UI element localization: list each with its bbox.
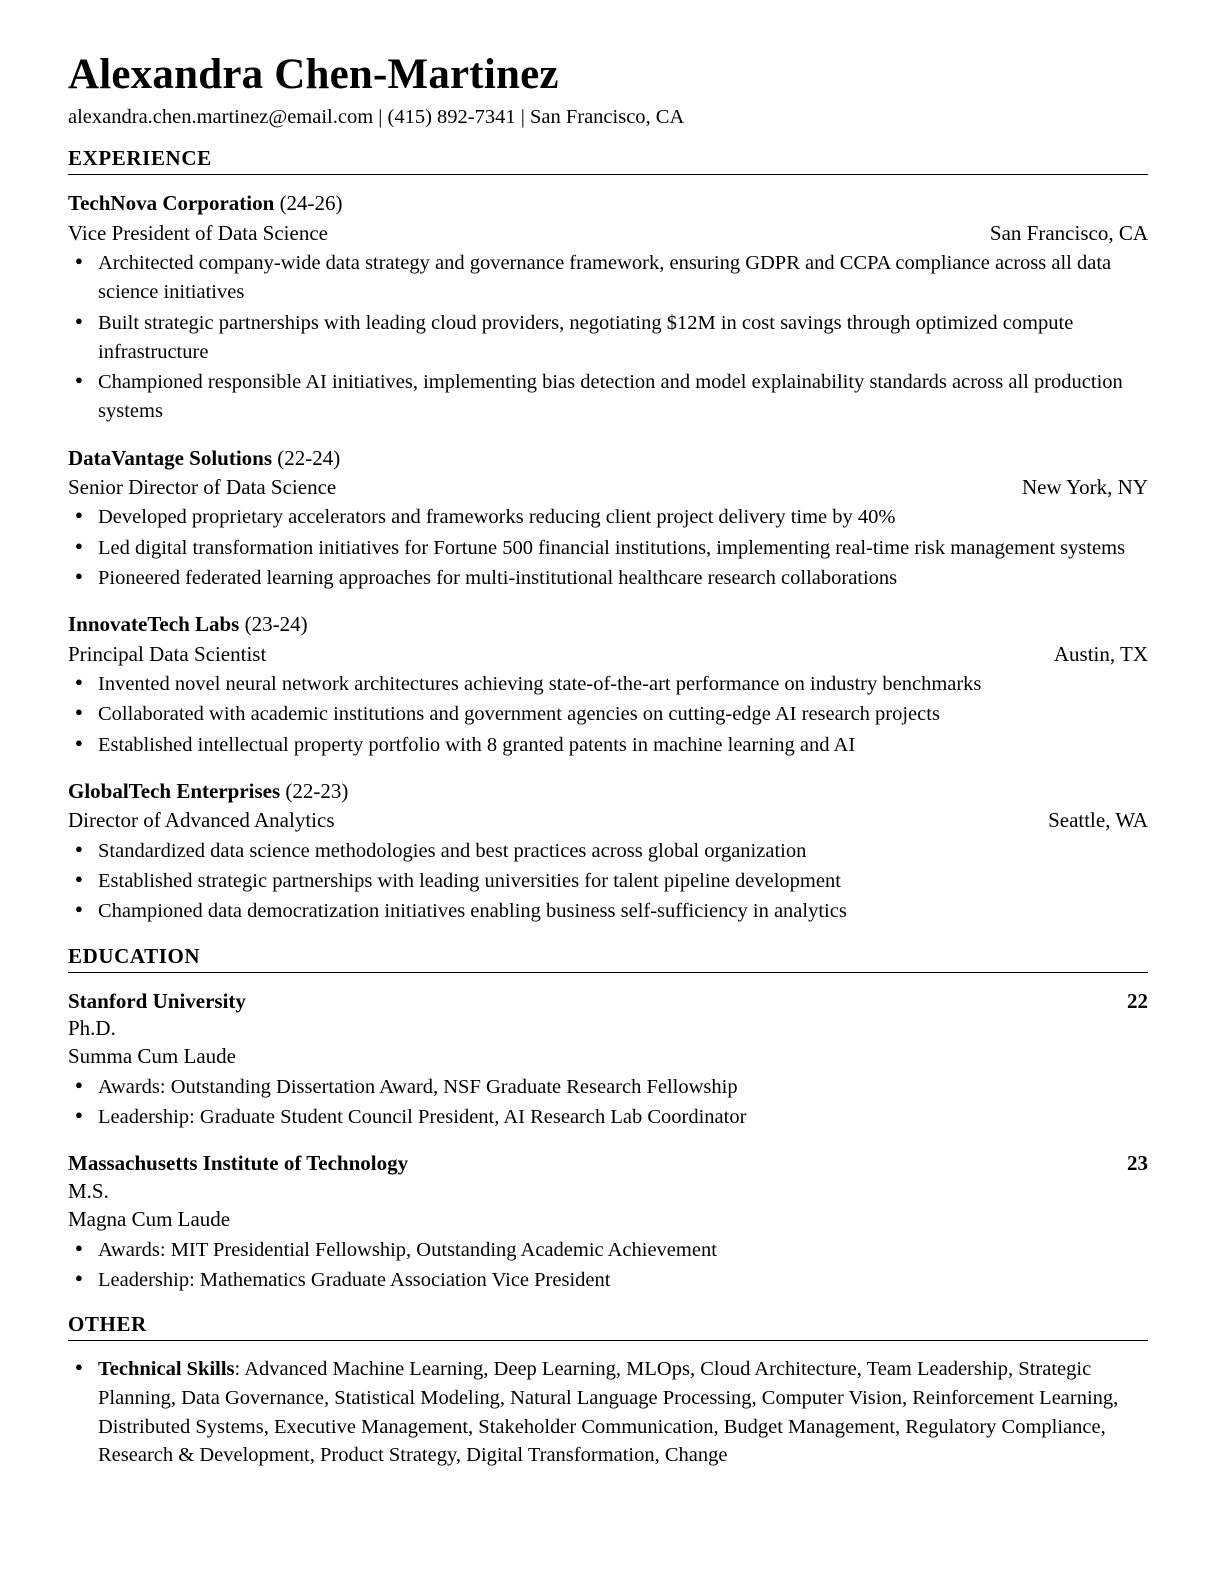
- list-item: ● Championed responsible AI initiatives, implementing bias detection and model explainability standards across all production systems: [68, 368, 1148, 427]
- job-company: TechNova Corporation: [68, 191, 275, 216]
- job-dates: (22-23): [285, 779, 349, 804]
- list-item: ● Architected company-wide data strategy and governance framework, ensuring GDPR and CCPA compliance across all data science initiatives: [68, 249, 1148, 308]
- education-honors: Magna Cum Laude: [68, 1206, 231, 1231]
- job-header: [68, 189, 1148, 217]
- list-item: ● Standardized data science methodologies and best practices across global organization: [68, 837, 1148, 866]
- list-item: ● Leadership: Graduate Student Council President, AI Research Lab Coordinator: [68, 1103, 1148, 1132]
- job-title: Senior Director of Data Science: [68, 475, 337, 500]
- experience-item: [68, 610, 1148, 760]
- section-title-education: EDUCATION: [68, 943, 201, 968]
- job-header: [68, 444, 1148, 472]
- list-item: ● Awards: MIT Presidential Fellowship, Outstanding Academic Achievement: [68, 1236, 1148, 1265]
- list-item: ● Invented novel neural network architectures achieving state-of-the-art performance on industry benchmarks: [68, 670, 1148, 699]
- job-company: DataVantage Solutions: [68, 445, 273, 470]
- list-item: ● Championed data democratization initiatives enabling business self-sufficiency in analytics: [68, 897, 1148, 926]
- job-subline: [68, 473, 1148, 501]
- skills-label: Technical Skills: [98, 1358, 235, 1381]
- education-degree: M.S.: [68, 1178, 109, 1203]
- education-honors: Summa Cum Laude: [68, 1043, 236, 1068]
- job-dates: (23-24): [244, 612, 308, 637]
- job-company: InnovateTech Labs: [68, 612, 240, 637]
- job-dates: (22-24): [277, 445, 341, 470]
- contact-line: alexandra.chen.martinez@email.com | (415) 892-7341 | San Francisco, CA: [68, 105, 685, 128]
- job-location: New York, NY: [1021, 475, 1148, 500]
- job-bullets: [68, 249, 1148, 427]
- job-subline: [68, 640, 1148, 668]
- job-title: Principal Data Scientist: [68, 641, 267, 666]
- job-company: GlobalTech Enterprises: [68, 779, 281, 804]
- experience-item: [68, 189, 1148, 427]
- job-bullets: [68, 503, 1148, 593]
- list-item: ● Led digital transformation initiatives for Fortune 500 financial institutions, implementing real-time risk management systems: [68, 534, 1148, 563]
- education-school: Stanford University: [68, 988, 246, 1013]
- experience-item: [68, 777, 1148, 927]
- education-list: [68, 987, 1148, 1296]
- list-item: ● Built strategic partnerships with leading cloud providers, negotiating $12M in cost savings through optimized compute infrastructure: [68, 309, 1148, 368]
- education-bullets: [68, 1073, 1148, 1133]
- job-subline: [68, 806, 1148, 834]
- education-header: [68, 987, 1148, 1015]
- job-location: Seattle, WA: [1048, 808, 1148, 833]
- job-header: [68, 777, 1148, 805]
- experience-list: [68, 189, 1148, 926]
- section-title-other: OTHER: [68, 1312, 147, 1337]
- list-item: ● Developed proprietary accelerators and frameworks reducing client project delivery time by 40%: [68, 503, 1148, 532]
- list-item: [68, 1355, 1148, 1470]
- job-title: Director of Advanced Analytics: [68, 808, 335, 833]
- skills-text: Advanced Machine Learning, Deep Learning, MLOps, Cloud Architecture, Team Leadership, Strategic Planning, Data Governance, Statistical Modeling, Natural Language Processing, Computer Vision, Reinforcement Learning, Distributed Systems, Executive Management, Stakeholder Communication, Budget Management, Regulatory Compliance, Research & Development, Product Strategy, Digital Transformation, Change: [98, 1358, 1119, 1467]
- page-title: Alexandra Chen-Martinez: [68, 51, 559, 98]
- list-item: ● Collaborated with academic institutions and government agencies on cutting-edge AI research projects: [68, 700, 1148, 729]
- list-item: ● Established strategic partnerships with leading universities for talent pipeline development: [68, 867, 1148, 896]
- job-bullets: [68, 837, 1148, 927]
- job-location: Austin, TX: [1053, 641, 1148, 666]
- section-title-experience: EXPERIENCE: [68, 146, 212, 171]
- job-location: San Francisco, CA: [989, 220, 1148, 245]
- section-divider-education: [68, 972, 1148, 973]
- education-year: 23: [1127, 1151, 1148, 1176]
- list-item: ● Pioneered federated learning approaches for multi-institutional healthcare research collaborations: [68, 564, 1148, 593]
- job-title: Vice President of Data Science: [68, 220, 328, 245]
- job-bullets: [68, 670, 1148, 760]
- list-item: ● Awards: Outstanding Dissertation Award, NSF Graduate Research Fellowship: [68, 1073, 1148, 1102]
- education-header: [68, 1149, 1148, 1177]
- education-school: Massachusetts Institute of Technology: [68, 1151, 409, 1176]
- job-subline: [68, 219, 1148, 247]
- other-bullets: [68, 1355, 1148, 1470]
- section-divider-other: [68, 1340, 1148, 1341]
- education-bullets: [68, 1236, 1148, 1296]
- skills-separator: :: [234, 1358, 245, 1381]
- other-list: [68, 1355, 1148, 1470]
- list-item: ● Leadership: Mathematics Graduate Association Vice President: [68, 1266, 1148, 1295]
- experience-item: [68, 444, 1148, 594]
- job-header: [68, 610, 1148, 638]
- job-dates: (24-26): [279, 191, 343, 216]
- education-item: [68, 1149, 1148, 1295]
- education-year: 22: [1127, 988, 1148, 1013]
- section-divider-experience: [68, 174, 1148, 175]
- list-item: ● Established intellectual property portfolio with 8 granted patents in machine learning and AI: [68, 731, 1148, 760]
- education-degree: Ph.D.: [68, 1016, 116, 1040]
- education-item: [68, 987, 1148, 1133]
